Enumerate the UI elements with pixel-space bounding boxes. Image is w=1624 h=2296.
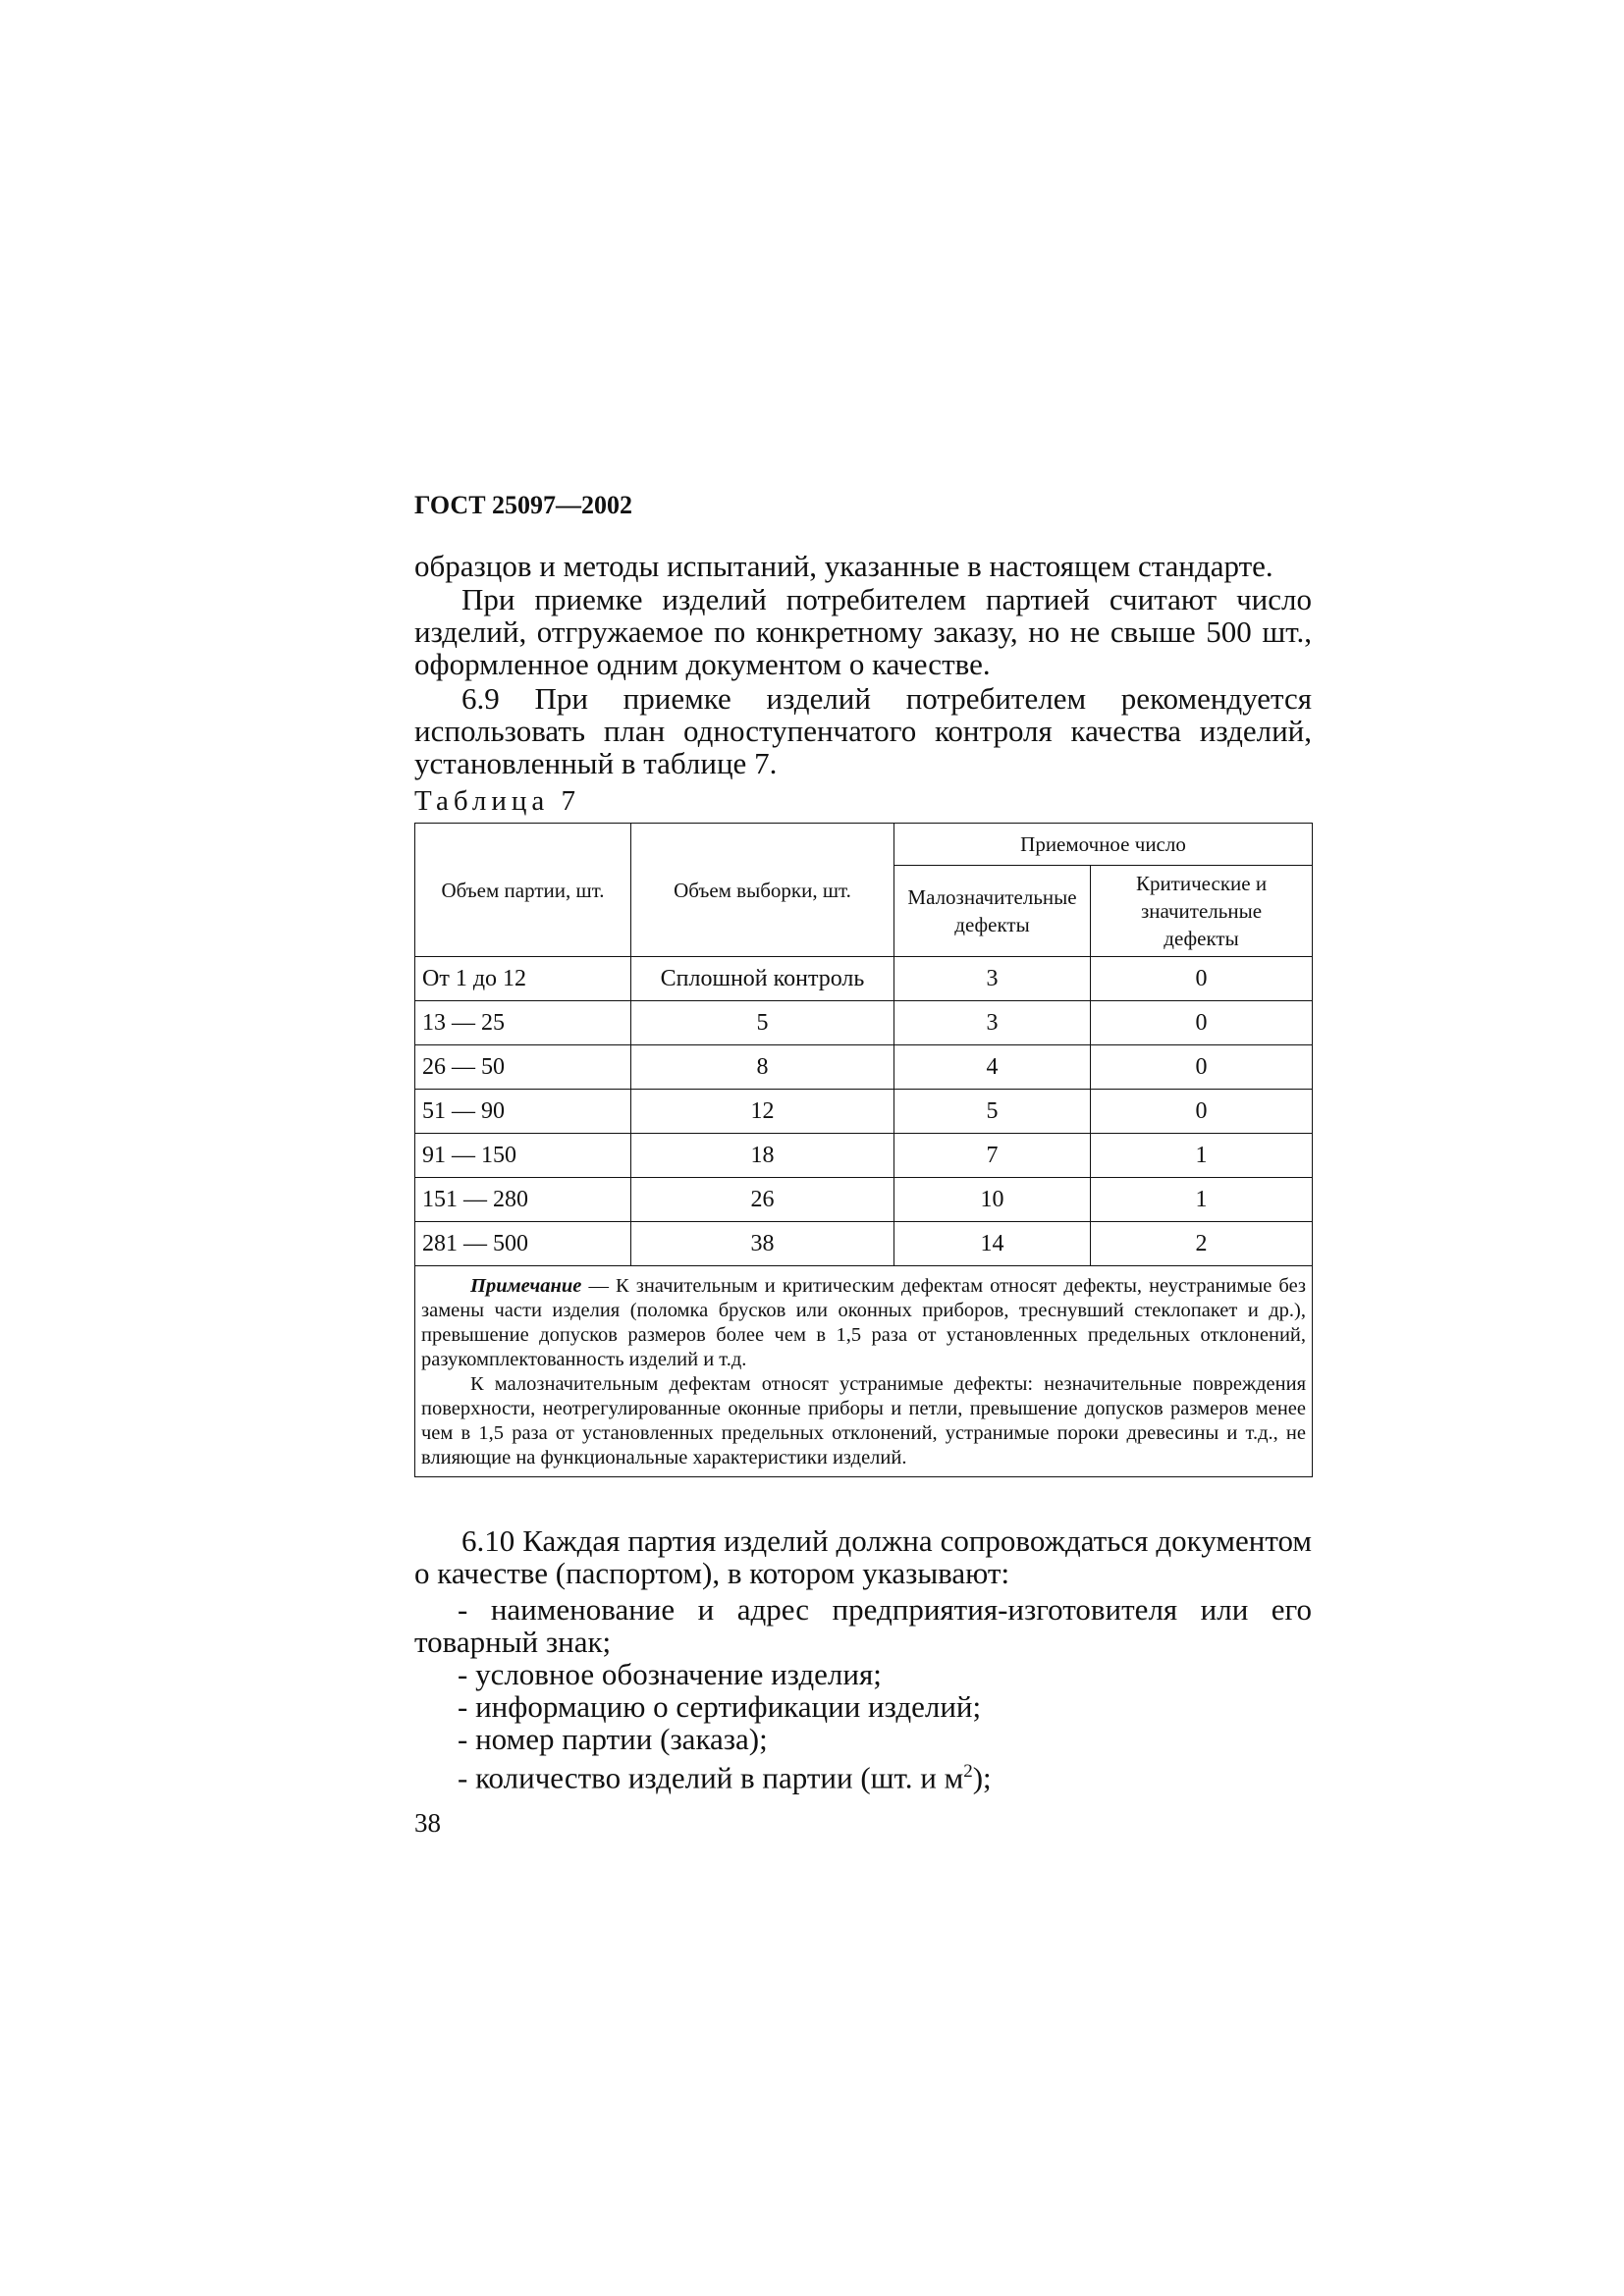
cell-batch: 26 — 50 xyxy=(415,1045,631,1090)
cell-critical: 0 xyxy=(1091,957,1313,1001)
cell-critical: 0 xyxy=(1091,1090,1313,1134)
superscript-square: 2 xyxy=(963,1761,973,1782)
note-paragraph-2: К малозначительным дефектам относят устранимые дефекты: незначительные повреждения поверхности, неотрегулированные оконные приборы и петли, превышение допусков размеров менее чем в 1,5 раза от установленных предельных отклонений, устранимые пороки древесины и т.д., не влияющие на функциональные характеристики изделий. xyxy=(421,1373,1307,1468)
cell-critical: 0 xyxy=(1091,1001,1313,1045)
cell-sample: 5 xyxy=(631,1001,894,1045)
table-note xyxy=(415,1266,1313,1477)
cell-critical: 1 xyxy=(1091,1178,1313,1222)
cell-sample: 18 xyxy=(631,1134,894,1178)
passport-contents-list xyxy=(414,1593,1312,1793)
cell-minor: 10 xyxy=(894,1178,1091,1222)
table-row xyxy=(415,1134,1313,1178)
acceptance-table xyxy=(414,823,1313,1477)
cell-critical: 0 xyxy=(1091,1045,1313,1090)
header-sample-size: Объем выборки, шт. xyxy=(631,824,894,957)
list-item: - информацию о сертификации изделий; xyxy=(458,1689,982,1724)
note-paragraph-1 xyxy=(421,1274,1306,1372)
header-critical-defects: Критические и значительные дефекты xyxy=(1091,866,1313,957)
table-row xyxy=(415,1045,1313,1090)
cell-minor: 3 xyxy=(894,957,1091,1001)
paragraph-6-9: 6.9 При приемке изделий потребителем рекомендуется использовать план одноступенчатого контроля качества изделий, установленный в таблице 7. xyxy=(414,681,1312,780)
cell-sample: 26 xyxy=(631,1178,894,1222)
list-item-text: - количество изделий в партии (шт. и м xyxy=(458,1760,964,1795)
cell-batch: От 1 до 12 xyxy=(415,957,631,1001)
table-row xyxy=(415,1222,1313,1266)
cell-sample: 38 xyxy=(631,1222,894,1266)
cell-batch: 13 — 25 xyxy=(415,1001,631,1045)
table-row xyxy=(415,957,1313,1001)
cell-minor: 5 xyxy=(894,1090,1091,1134)
list-item-last xyxy=(414,1755,1312,1793)
header-minor-defects: Малозначительные дефекты xyxy=(894,866,1091,957)
cell-sample: 8 xyxy=(631,1045,894,1090)
cell-batch: 91 — 150 xyxy=(415,1134,631,1178)
cell-minor: 7 xyxy=(894,1134,1091,1178)
list-item: - условное обозначение изделия; xyxy=(458,1657,882,1691)
list-item: - номер партии (заказа); xyxy=(458,1722,768,1756)
paragraph-intro: образцов и методы испытаний, указанные в настоящем стандарте. xyxy=(414,549,1273,583)
header-acceptance-number: Приемочное число xyxy=(894,824,1313,866)
table-row xyxy=(415,1178,1313,1222)
header-batch-size: Объем партии, шт. xyxy=(415,824,631,957)
list-item: - наименование и адрес предприятия-изготовителя или его товарный знак; xyxy=(414,1592,1312,1659)
page-number: 38 xyxy=(414,1808,441,1838)
cell-minor: 3 xyxy=(894,1001,1091,1045)
note-text-1: — К значительным и критическим дефектам относят дефекты, неустранимые без замены части изделия (поломка брусков или оконных приборов, треснувший стеклопакет и др.), превышение допусков размеров более чем в 1,5 раза от установленных предельных отклонений, разукомплектованность изделий и т.д. xyxy=(421,1275,1307,1370)
table-row xyxy=(415,1001,1313,1045)
table-row xyxy=(415,1090,1313,1134)
list-item-suffix: ); xyxy=(972,1760,992,1795)
cell-batch: 51 — 90 xyxy=(415,1090,631,1134)
cell-critical: 1 xyxy=(1091,1134,1313,1178)
cell-minor: 4 xyxy=(894,1045,1091,1090)
document-code-header: ГОСТ 25097—2002 xyxy=(414,491,633,519)
cell-batch: 151 — 280 xyxy=(415,1178,631,1222)
cell-critical: 2 xyxy=(1091,1222,1313,1266)
cell-batch: 281 — 500 xyxy=(415,1222,631,1266)
table-caption: Таблица 7 xyxy=(414,785,581,817)
paragraph-6-10: 6.10 Каждая партия изделий должна сопровождаться документом о качестве (паспортом), в котором указывают: xyxy=(414,1523,1312,1590)
note-label: Примечание xyxy=(470,1275,582,1297)
paragraph-batch-definition: При приемке изделий потребителем партией считают число изделий, отгружаемое по конкретному заказу, но не свыше 500 шт., оформленное одним документом о качестве. xyxy=(414,582,1312,681)
cell-minor: 14 xyxy=(894,1222,1091,1266)
cell-sample: 12 xyxy=(631,1090,894,1134)
cell-sample: Сплошной контроль xyxy=(631,957,894,1001)
